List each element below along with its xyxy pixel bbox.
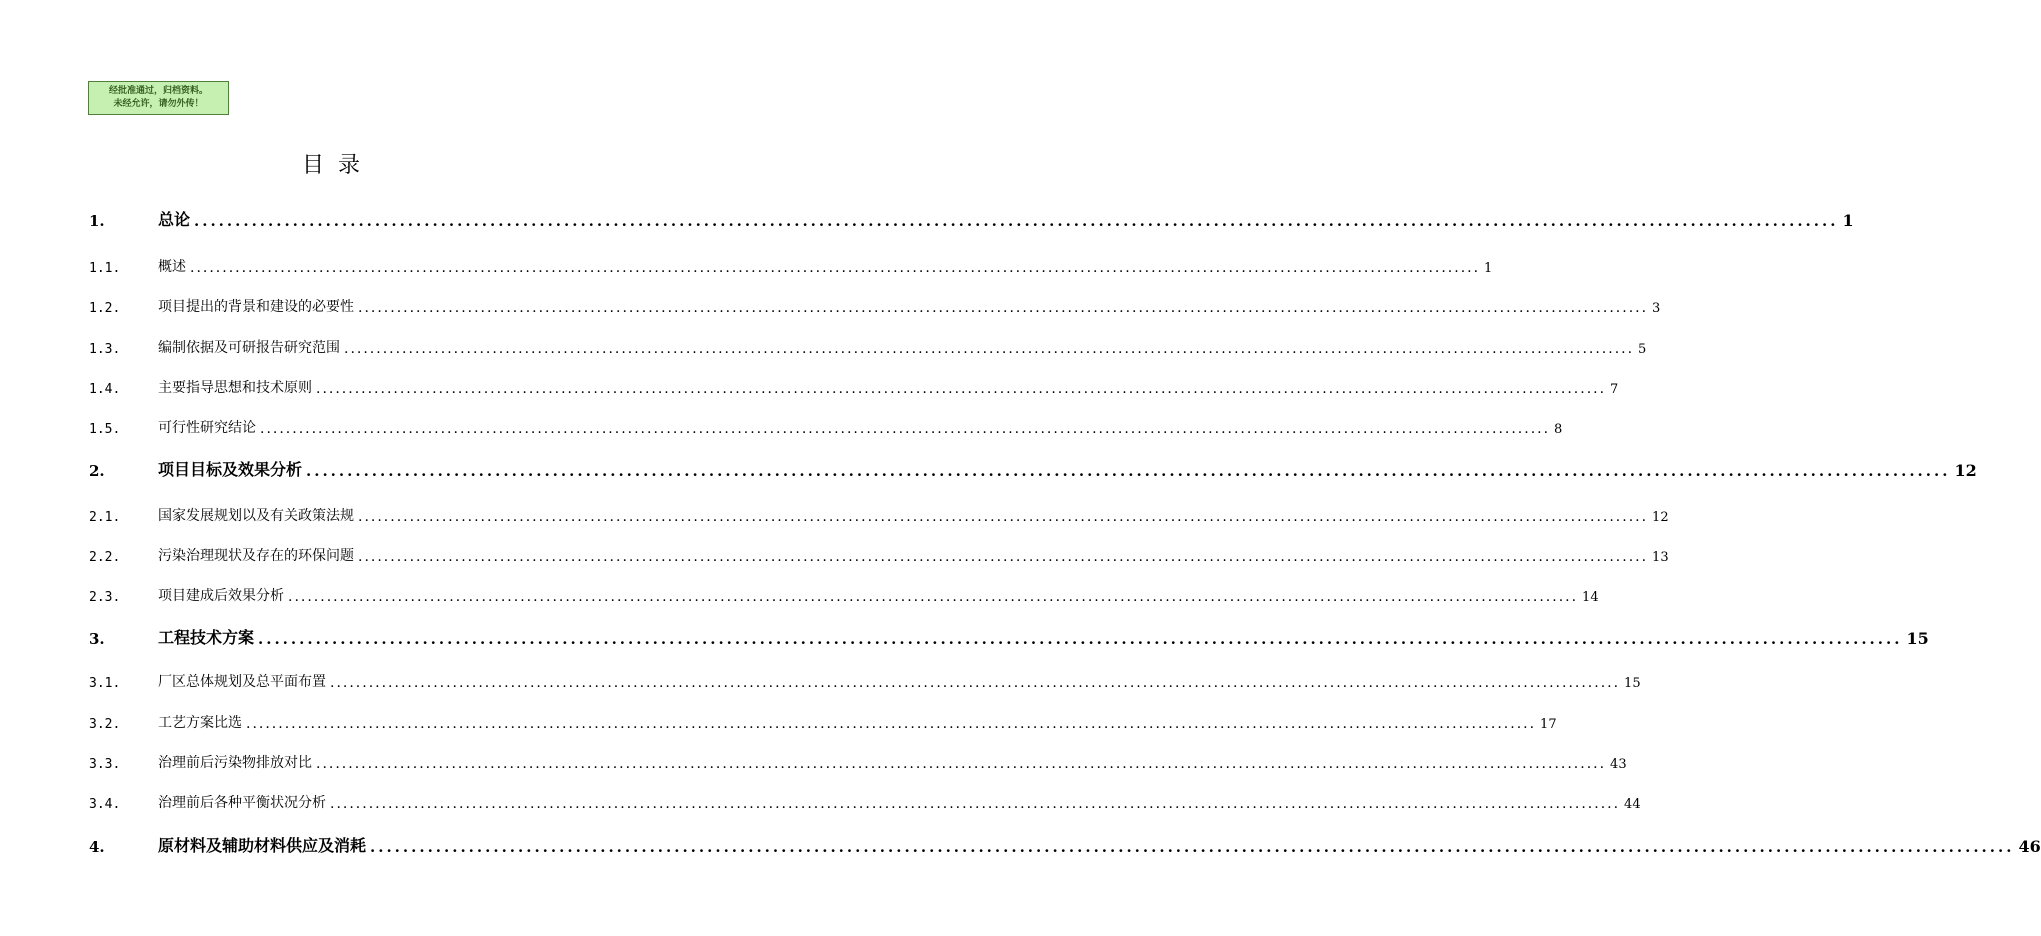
toc-entry-number: 1.4. (89, 382, 121, 397)
toc-entry-title: 项目建成后效果分析 (158, 588, 284, 604)
toc-dot-leader: ........................................................................................................................................................................................................ (358, 549, 1649, 565)
toc-section-entry[interactable] (89, 413, 1563, 437)
toc-entry-title: 工艺方案比选 (158, 715, 242, 731)
toc-dot-leader: ........................................................................................................................................................................................................ (370, 838, 2015, 856)
page-title: 目录 (301, 153, 374, 178)
toc-entry-title: 厂区总体规划及总平面布置 (158, 674, 326, 690)
toc-chapter-entry[interactable] (89, 206, 1854, 230)
toc-entry-page: 3 (1652, 301, 1661, 316)
toc-dot-leader: ........................................................................................................................................................................................................ (330, 675, 1621, 691)
toc-section-entry[interactable] (89, 788, 1641, 812)
toc-section-entry[interactable] (89, 373, 1619, 397)
toc-entry-page: 46 (2018, 837, 2041, 856)
stamp-line-1: 经批准通过，归档资料。 (108, 86, 208, 96)
toc-entry-number: 1.5. (89, 422, 121, 437)
toc-entry-number: 2.3. (89, 590, 121, 605)
toc-entry-number: 3. (89, 630, 105, 648)
toc-entry-title: 编制依据及可研报告研究范围 (158, 340, 340, 356)
toc-entry-title: 工程技术方案 (158, 628, 255, 647)
toc-chapter-entry[interactable] (89, 456, 1977, 480)
toc-dot-leader: ........................................................................................................................................................................................................ (358, 509, 1649, 525)
toc-dot-leader: ........................................................................................................................................................................................................ (316, 756, 1607, 772)
toc-dot-leader: ........................................................................................................................................................................................................ (260, 421, 1551, 437)
toc-dot-leader: ........................................................................................................................................................................................................ (258, 630, 1903, 648)
toc-section-entry[interactable] (89, 748, 1627, 772)
toc-entry-title: 污染治理现状及存在的环保问题 (158, 548, 354, 564)
toc-entry-title: 主要指导思想和技术原则 (158, 380, 312, 396)
toc-entry-title: 概述 (158, 259, 186, 275)
toc-chapter-entry[interactable] (89, 832, 2041, 856)
toc-entry-page: 12 (1954, 461, 1977, 480)
toc-entry-number: 1.1. (89, 261, 121, 276)
toc-entry-page: 12 (1652, 510, 1669, 525)
toc-section-entry[interactable] (89, 501, 1669, 525)
toc-entry-number: 4. (89, 838, 105, 856)
toc-section-entry[interactable] (89, 667, 1641, 691)
toc-entry-number: 3.1. (89, 676, 121, 691)
toc-entry-title: 可行性研究结论 (158, 420, 256, 436)
toc-entry-page: 43 (1610, 757, 1627, 772)
toc-dot-leader: ........................................................................................................................................................................................................ (316, 381, 1607, 397)
toc-section-entry[interactable] (89, 541, 1669, 565)
toc-entry-number: 1. (89, 212, 105, 230)
toc-section-entry[interactable] (89, 292, 1661, 316)
stamp-line-2: 未经允许，请勿外传！ (113, 99, 204, 109)
toc-entry-number: 2. (89, 462, 105, 480)
toc-dot-leader: ........................................................................................................................................................................................................ (190, 260, 1481, 276)
toc-entry-number: 3.3. (89, 757, 121, 772)
toc-entry-title: 项目提出的背景和建设的必要性 (158, 299, 354, 315)
toc-dot-leader: ........................................................................................................................................................................................................ (344, 341, 1635, 357)
toc-entry-title: 治理前后污染物排放对比 (158, 755, 312, 771)
toc-entry-number: 2.1. (89, 510, 121, 525)
toc-entry-page: 44 (1624, 797, 1641, 812)
toc-dot-leader: ........................................................................................................................................................................................................ (194, 212, 1839, 230)
toc-dot-leader: ........................................................................................................................................................................................................ (306, 462, 1951, 480)
toc-entry-number: 1.2. (89, 301, 121, 316)
toc-section-entry[interactable] (89, 333, 1647, 357)
toc-entry-number: 3.4. (89, 797, 121, 812)
toc-entry-title: 原材料及辅助材料供应及消耗 (158, 836, 367, 855)
toc-entry-page: 14 (1582, 590, 1599, 605)
toc-entry-page: 1 (1842, 211, 1854, 230)
toc-entry-number: 1.3. (89, 342, 121, 357)
toc-entry-page: 7 (1610, 382, 1619, 397)
toc-entry-number: 3.2. (89, 717, 121, 732)
toc-entry-title: 治理前后各种平衡状况分析 (158, 795, 326, 811)
toc-entry-page: 15 (1624, 676, 1641, 691)
toc-entry-number: 2.2. (89, 550, 121, 565)
toc-entry-title: 项目目标及效果分析 (158, 460, 303, 479)
toc-entry-title: 总论 (158, 210, 191, 229)
toc-entry-page: 8 (1554, 422, 1563, 437)
toc-entry-page: 17 (1540, 717, 1557, 732)
toc-dot-leader: ........................................................................................................................................................................................................ (288, 589, 1579, 605)
toc-entry-page: 13 (1652, 550, 1669, 565)
toc-dot-leader: ........................................................................................................................................................................................................ (246, 716, 1537, 732)
toc-entry-page: 5 (1638, 342, 1647, 357)
toc-entry-page: 1 (1484, 261, 1493, 276)
toc-entry-title: 国家发展规划以及有关政策法规 (158, 508, 354, 524)
toc-entry-page: 15 (1906, 629, 1929, 648)
toc-dot-leader: ........................................................................................................................................................................................................ (330, 796, 1621, 812)
toc-dot-leader: ........................................................................................................................................................................................................ (358, 300, 1649, 316)
toc-section-entry[interactable] (89, 581, 1599, 605)
toc-section-entry[interactable] (89, 252, 1493, 276)
toc-section-entry[interactable] (89, 708, 1557, 732)
confidential-stamp (88, 81, 229, 115)
toc-chapter-entry[interactable] (89, 624, 1929, 648)
